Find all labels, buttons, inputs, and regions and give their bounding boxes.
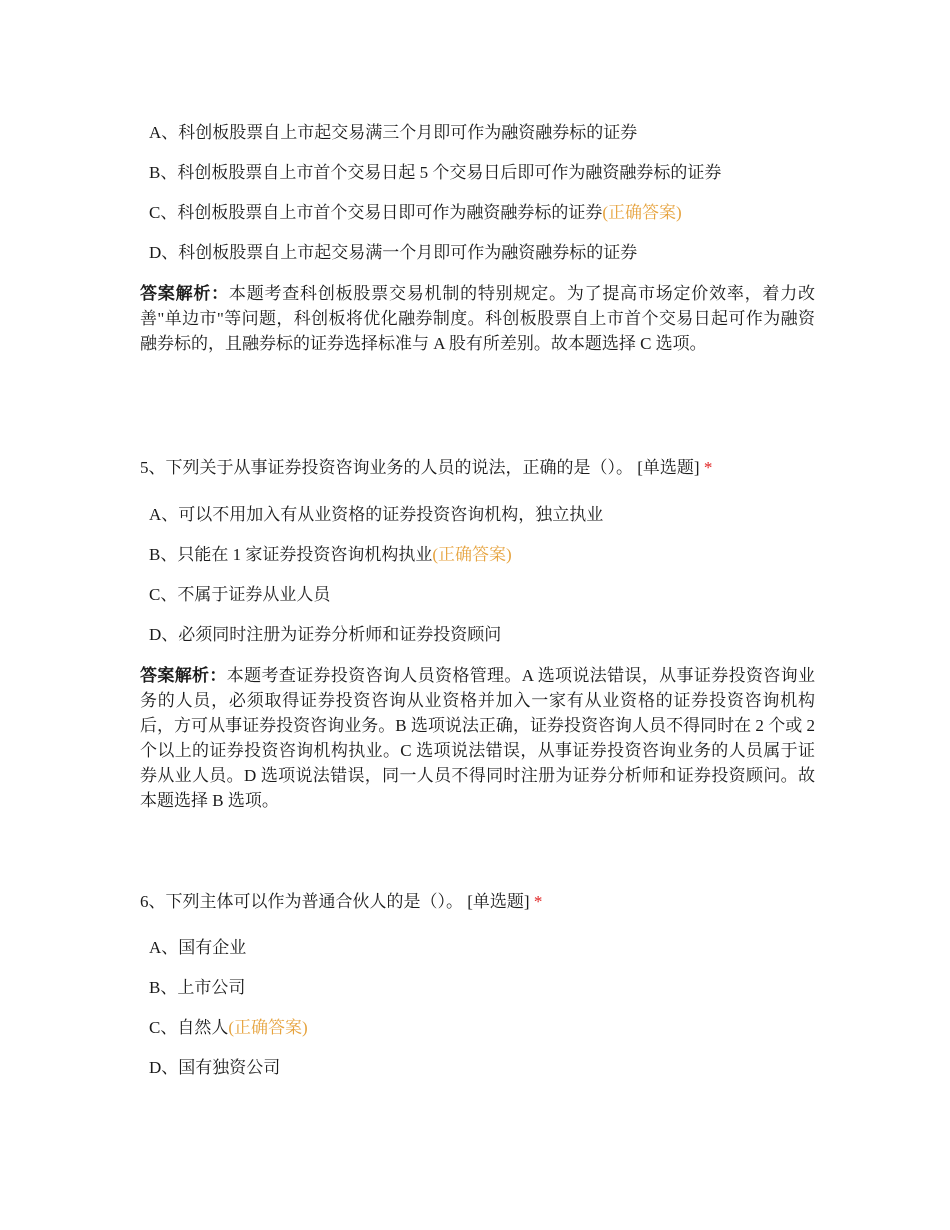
q5-option-b-correct-tag: (正确答案) xyxy=(432,545,512,564)
q5-option-a[interactable] xyxy=(149,503,603,527)
q6-option-a[interactable] xyxy=(149,936,246,960)
q5-option-b-label: B、只能在 1 家证券投资咨询机构执业 xyxy=(149,545,433,564)
q5-option-b[interactable] xyxy=(149,543,512,567)
q6-option-c-label: C、自然人 xyxy=(149,1018,229,1037)
q5-question xyxy=(140,456,712,480)
q5-option-d-label: D、必须同时注册为证券分析师和证券投资顾问 xyxy=(149,625,502,644)
q5-analysis xyxy=(140,663,815,813)
q4-option-b-label: B、科创板股票自上市首个交易日起 5 个交易日后即可作为融资融券标的证券 xyxy=(149,163,722,182)
q4-option-c[interactable] xyxy=(149,201,682,225)
q4-option-a-label: A、科创板股票自上市起交易满三个月即可作为融资融券标的证券 xyxy=(149,123,638,142)
q5-required-mark: * xyxy=(703,458,713,477)
q6-option-c[interactable] xyxy=(149,1016,308,1040)
q5-question-text: 5、下列关于从事证券投资咨询业务的人员的说法，正确的是（）。 [单选题] xyxy=(140,458,700,477)
q4-option-d[interactable] xyxy=(149,241,637,265)
q4-analysis-label: 答案解析： xyxy=(140,284,229,303)
q5-option-d[interactable] xyxy=(149,623,501,647)
q4-option-b[interactable] xyxy=(149,161,721,185)
q5-option-c-label: C、不属于证券从业人员 xyxy=(149,585,331,604)
q4-option-c-correct-tag: (正确答案) xyxy=(602,203,682,222)
q4-analysis xyxy=(140,281,815,356)
q5-option-c[interactable] xyxy=(149,583,330,607)
q6-option-b-label: B、上市公司 xyxy=(149,978,246,997)
q4-analysis-text: 本题考查科创板股票交易机制的特别规定。为了提高市场定价效率，着力改善"单边市"等问题，科创板将优化融券制度。科创板股票自上市首个交易日起可作为融资融券标的，且融券标的证券选择标准与 A 股有所差别。故本题选择 C 选项。 xyxy=(140,284,816,353)
q6-required-mark: * xyxy=(533,892,543,911)
q5-analysis-text: 本题考查证券投资咨询人员资格管理。A 选项说法错误，从事证券投资咨询业务的人员，必须取得证券投资咨询从业资格并加入一家有从业资格的证券投资咨询机构后，方可从事证券投资咨询业务。B 选项说法正确，证券投资咨询人员不得同时在 2 个或 2 个以上的证券投资咨询机构执业。C 选项说法错误，从事证券投资咨询业务的人员属于证券从业人员。D 选项说法错误，同一人员不得同时注册为证券分析师和证券投资顾问。故本题选择 B 选项。 xyxy=(140,666,815,810)
q6-option-a-label: A、国有企业 xyxy=(149,938,247,957)
q6-question-text: 6、下列主体可以作为普通合伙人的是（）。 [单选题] xyxy=(140,892,530,911)
q4-option-d-label: D、科创板股票自上市起交易满一个月即可作为融资融券标的证券 xyxy=(149,243,638,262)
q6-option-d-label: D、国有独资公司 xyxy=(149,1058,281,1077)
q6-question xyxy=(140,890,542,914)
q5-analysis-label: 答案解析： xyxy=(140,666,227,685)
q4-option-c-label: C、科创板股票自上市首个交易日即可作为融资融券标的证券 xyxy=(149,203,603,222)
q6-option-b[interactable] xyxy=(149,976,245,1000)
q4-option-a[interactable] xyxy=(149,121,637,145)
q6-option-c-correct-tag: (正确答案) xyxy=(228,1018,308,1037)
q5-option-a-label: A、可以不用加入有从业资格的证券投资咨询机构，独立执业 xyxy=(149,505,604,524)
q6-option-d[interactable] xyxy=(149,1056,280,1080)
